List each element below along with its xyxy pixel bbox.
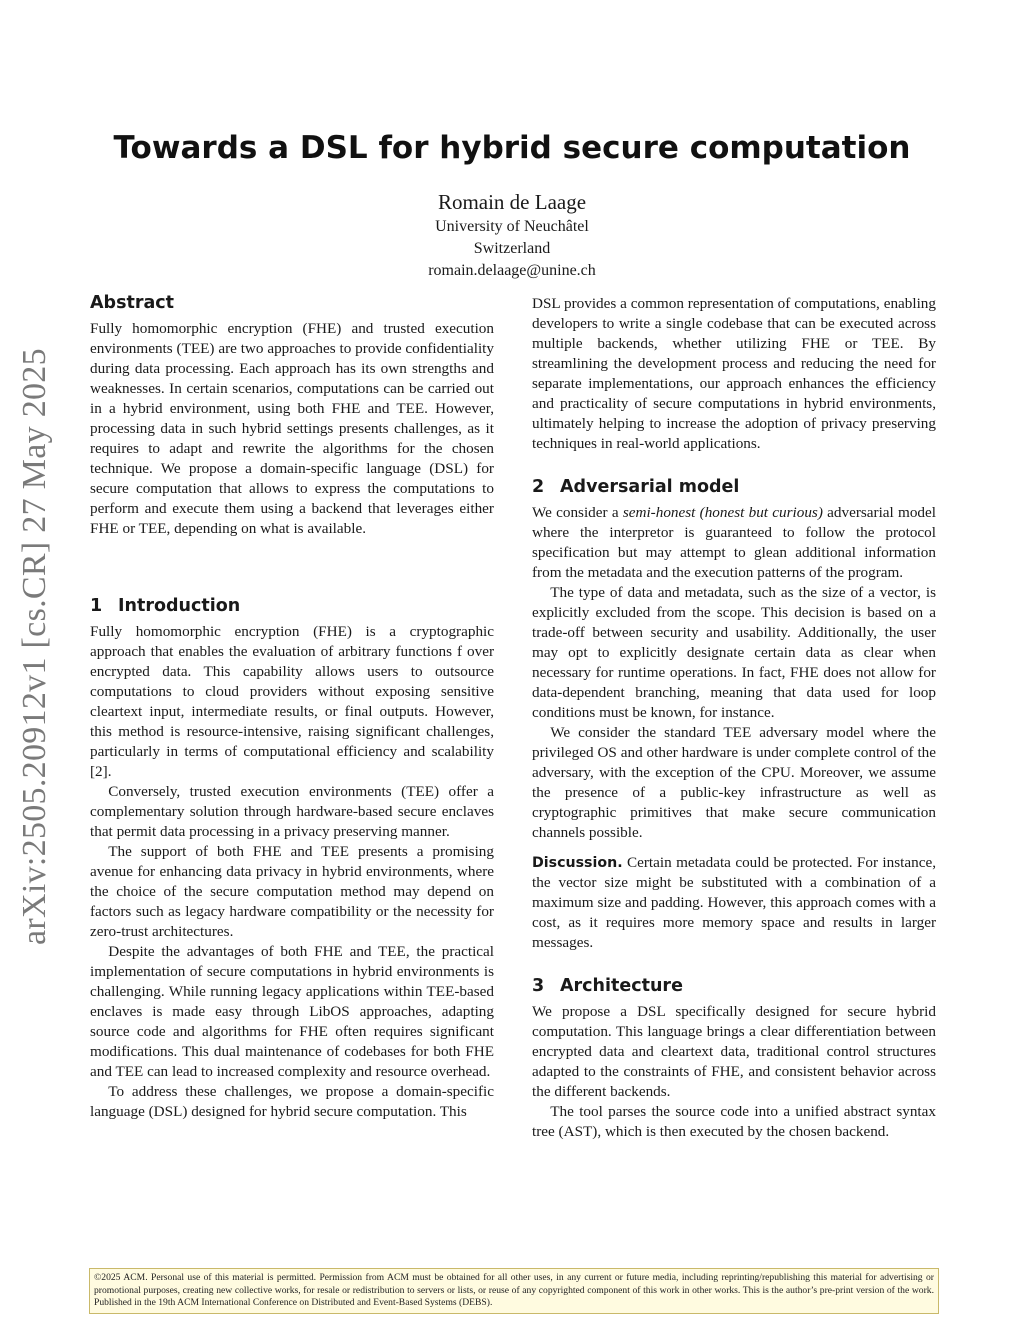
intro-paragraph-3: The support of both FHE and TEE presents a promising avenue for enhancing data privacy in hybrid environments, where the choice of the secure computation method may depend on factors such as legacy hardware compatibility or the necessity for zero-trust architectures. — [90, 843, 494, 940]
discussion-label: Discussion. — [532, 855, 623, 871]
intro-paragraph-4: Despite the advantages of both FHE and TEE, the practical implementation of secure computations in hybrid environments is challenging. While running legacy applications within TEE-based enclaves is made easy through LibOS approaches, adapting source code and algorithms for FHE often requires significant modifications. This dual maintenance of codebases for both FHE and TEE can lead to increased complexity and resource overhead. — [90, 943, 494, 1080]
section-architecture-heading — [532, 975, 936, 997]
section-number: 2 — [532, 477, 545, 497]
author-affiliation: University of Neuchâtel — [435, 218, 589, 235]
adversarial-paragraph-3: We consider the standard TEE adversary model where the privileged OS and other hardware is under complete control of the adversary, with the exception of the CPU. Moreover, we assume the presence of a public-key infrastructure as well as cryptographic primitives that make secure communication channels possible. — [532, 724, 936, 841]
adversarial-paragraph-2: The type of data and metadata, such as the size of a vector, is explicitly excluded from the scope. This decision is based on a trade-off between security and usability. Additionally, the user may opt to explicitly designate certain data as clear when necessary for runtime operations. In fact, FHE does not allow for data-dependent branching, meaning that data used for loop conditions must be known, for instance. — [532, 584, 936, 721]
paper-title: Towards a DSL for hybrid secure computation — [113, 130, 911, 166]
abstract-text: Fully homomorphic encryption (FHE) and trusted execution environments (TEE) are two approaches to provide confidentiality during data processing. Each approach has its own strengths and weaknesses. In certain scenarios, computations can be carried out in a hybrid environment, using both FHE and TEE. However, processing data in such hybrid settings presents challenges, as it requires to adapt and rewrite the algorithms for the chosen technique. We propose a domain-specific language (DSL) for secure computation that allows to express the computations to perform and execute them using a backend that leverages either FHE or TEE, depending on what is available. — [90, 320, 494, 537]
copyright-notice: ©2025 ACM. Personal use of this material is permitted. Permission from ACM must be obtained for all other uses, in any current or future media, including reprinting/republishing this material for advertising or promotional purposes, creating new collective works, for resale or redistribution to servers or lists, or reuse of any copyrighted component of this work in other works. This is the author’s pre-print version of the work. Published in the 19th ACM International Conference on Distributed and Event-Based Systems (DEBS). — [89, 1268, 939, 1314]
section-number: 1 — [90, 596, 103, 616]
right-column — [532, 294, 936, 1142]
author-email: romain.delaage@unine.ch — [428, 262, 596, 279]
section-title: Adversarial model — [560, 477, 740, 497]
author-name: Romain de Laage — [437, 190, 587, 214]
intro-paragraph-2: Conversely, trusted execution environments (TEE) offer a complementary solution through hardware-based secure enclaves that permit data processing in a privacy preserving manner. — [90, 783, 494, 840]
arxiv-identifier: arXiv:2505.20912v1 [cs.CR] 27 May 2025 — [16, 348, 53, 945]
author-country: Switzerland — [473, 240, 551, 257]
intro-paragraph-1: Fully homomorphic encryption (FHE) is a cryptographic approach that enables the evaluation of arbitrary functions f over encrypted data. This capability allows users to outsource computations to cloud providers without exposing sensitive cleartext input, intermediate results, or final outputs. However, this method is resource-intensive, raising significant challenges, particularly in terms of computational efficiency and scalability [2]. — [90, 623, 494, 780]
section-introduction-heading — [90, 595, 494, 617]
left-column — [90, 292, 494, 1122]
section-number: 3 — [532, 976, 545, 996]
adversarial-paragraph-1: We consider a semi-honest (honest but curious) adversarial model where the interpretor is guaranteed to follow the protocol specification but may attempt to glean additional information from the metadata and the execution patterns of the program. — [532, 504, 936, 581]
section-adversarial-heading — [532, 476, 936, 498]
section-title: Architecture — [560, 976, 683, 996]
abstract-continued: DSL provides a common representation of computations, enabling developers to write a single codebase that can be executed across multiple backends, whether utilizing FHE or TEE. By streamlining the development process and reducing the need for separate implementations, our approach enhances the efficiency and practicality of secure computations in hybrid environments, ultimately helping to increase the adoption of privacy preserving techniques in real-world applications. — [532, 295, 936, 452]
abstract-heading: Abstract — [90, 293, 175, 313]
architecture-paragraph-2: The tool parses the source code into a unified abstract syntax tree (AST), which is then executed by the chosen backend. — [532, 1103, 936, 1140]
architecture-paragraph-1: We propose a DSL specifically designed for secure hybrid computation. This language brings a clear differentiation between encrypted data and cleartext data, traditional control structures adapted to the constraints of FHE, and consistent behavior across the different backends. — [532, 1003, 936, 1100]
section-title: Introduction — [118, 596, 241, 616]
author-block — [0, 188, 1024, 282]
discussion-paragraph: Discussion. Certain metadata could be protected. For instance, the vector size might be substituted with a combination of a maximum size and padding. However, this approach comes with a cost, as it requires more memory space and results in larger messages. — [532, 854, 936, 951]
intro-paragraph-5: To address these challenges, we propose a domain-specific language (DSL) designed for hybrid secure computation. This — [90, 1083, 494, 1120]
